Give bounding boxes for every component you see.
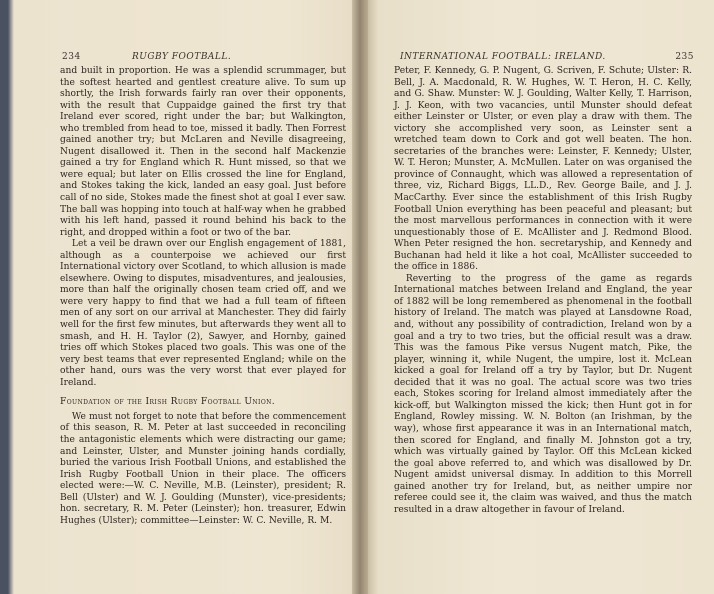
right-page-body	[394, 66, 692, 516]
book-gutter	[352, 0, 368, 594]
paragraph: Peter, F. Kennedy, G. P. Nugent, G. Scriven, F. Schute; Ulster: R. Bell, J. A. Macdonald, R. W. Hughes, W. T. Heron, H. C. Kelly, and G. Shaw. Munster: W. J. Goulding, Walter Kelly, T. Harrison, J. J. Keon, with two vacancies, until Munster should defeat either Leinster or Ulster, or even play a draw with them. The victory she accomplished very soon, as Leinster sent a wretched team down to Cork and got well beaten. The hon. secretaries of the branches were: Leinster, F. Kennedy; Ulster, W. T. Heron; Munster, A. McMullen. Later on was organised the province of Connaught, which was allowed a representation of three, viz, Richard Biggs, LL.D., Rev. George Baile, and J. J. MacCarthy. Ever since the establishment of this Irish Rugby Football Union everything has been peaceful and pleasant; but the most marvellous performances in connection with it were unquestionably those of E. McAllister and J. Redmond Blood. When Peter resigned the hon. secretaryship, and Kennedy and Buchanan had held it like a hot coal, McAllister succeeded to the office in 1886.	[394, 66, 692, 273]
left-page-body	[60, 66, 346, 527]
left-page-number: 234	[62, 52, 81, 62]
right-page-number: 235	[675, 52, 694, 62]
paragraph: and built in proportion. He was a splendid scrummager, but the softest hearted and gentlest creature alive. To sum up shortly, the Irish forwards fairly ran over their opponents, with the result that Cuppaidge gained the first try that Ireland ever scored, right under the bar; but Walkington, who trembled from head to toe, missed it badly. Then Forrest gained another try; but McLaren and Neville disagreeing, Nugent disallowed it. Then in the second half Mackenzie gained a try for England which R. Hunt missed, so that we were equal; but later on Ellis crossed the line for England, and Stokes taking the kick, landed an easy goal. Just before call of no side, Stokes made the finest shot at goal I ever saw. The ball was hopping into touch at half-way when he grabbed with his left hand, passed it round behind his back to the right, and dropped within a foot or two of the bar.	[60, 66, 346, 238]
left-page	[12, 0, 350, 594]
right-running-title: INTERNATIONAL FOOTBALL: IRELAND.	[400, 52, 606, 62]
left-running-head	[12, 52, 350, 66]
paragraph: Let a veil be drawn over our English engagement of 1881, although as a counterpoise we achieved our first International victory over Scotland, to which allusion is made elsewhere. Owing to disputes, misadventures, and jealousies, more than half the originally chosen team cried off, and we were very happy to find that we had a full team of fifteen men of any sort on our arrival at Manchester. They did fairly well for the first few minutes, but afterwards they went all to smash, and H. H. Taylor (2), Sawyer, and Hornby, gained tries off which Stokes placed two goals. This was one of the very best teams that ever represented England; while on the other hand, ours was the very worst that ever played for Ireland.	[60, 239, 346, 388]
paragraph: We must not forget to note that before the commencement of this season, R. M. Peter at last succeeded in reconciling the antagonistic elements which were distracting our game; and Leinster, Ulster, and Munster joining hands cordially, buried the various Irish Football Unions, and established the Irish Rugby Football Union in their place. The officers elected were:—W. C. Neville, M.B. (Leinster), president; R. Bell (Ulster) and W. J. Goulding (Munster), vice-presidents; hon. secretary, R. M. Peter (Leinster); hon. treasurer, Edwin Hughes (Ulster); committee—Leinster: W. C. Neville, R. M.	[60, 411, 346, 526]
right-running-head	[370, 52, 714, 66]
section-heading: Foundation of the Irish Rugby Football Union.	[60, 397, 276, 408]
paragraph: Reverting to the progress of the game as regards International matches between Ireland and England, the year of 1882 will be long remembered as phenomenal in the football history of Ireland. The match was played at Lansdowne Road, and, without any possibility of contradiction, Ireland won by a goal and a try to two tries, but the official result was a draw. This was the famous Pike versus Nugent match, Pike, the player, winning it, while Nugent, the umpire, lost it. McLean kicked a goal for Ireland off a try by Taylor, but Dr. Nugent decided that it was no goal. The actual score was two tries each, Stokes scoring for Ireland almost immediately after the kick-off, but Walkington missed the kick; then Hunt got in for England, Rowley missing. W. N. Bolton (an Irishman, by the way), whose first appearance it was in an International match, then scored for England, and finally M. Johnston got a try, which was virtually gained by Taylor. Off this McLean kicked the goal above referred to, and which was disallowed by Dr. Nugent amidst universal dismay. In addition to this Morrell gained another try for Ireland, but, as neither umpire nor referee could see it, the claim was waived, and thus the match resulted in a draw altogether in favour of Ireland.	[394, 273, 692, 515]
right-page	[370, 0, 714, 594]
left-running-title: RUGBY FOOTBALL.	[132, 52, 232, 62]
